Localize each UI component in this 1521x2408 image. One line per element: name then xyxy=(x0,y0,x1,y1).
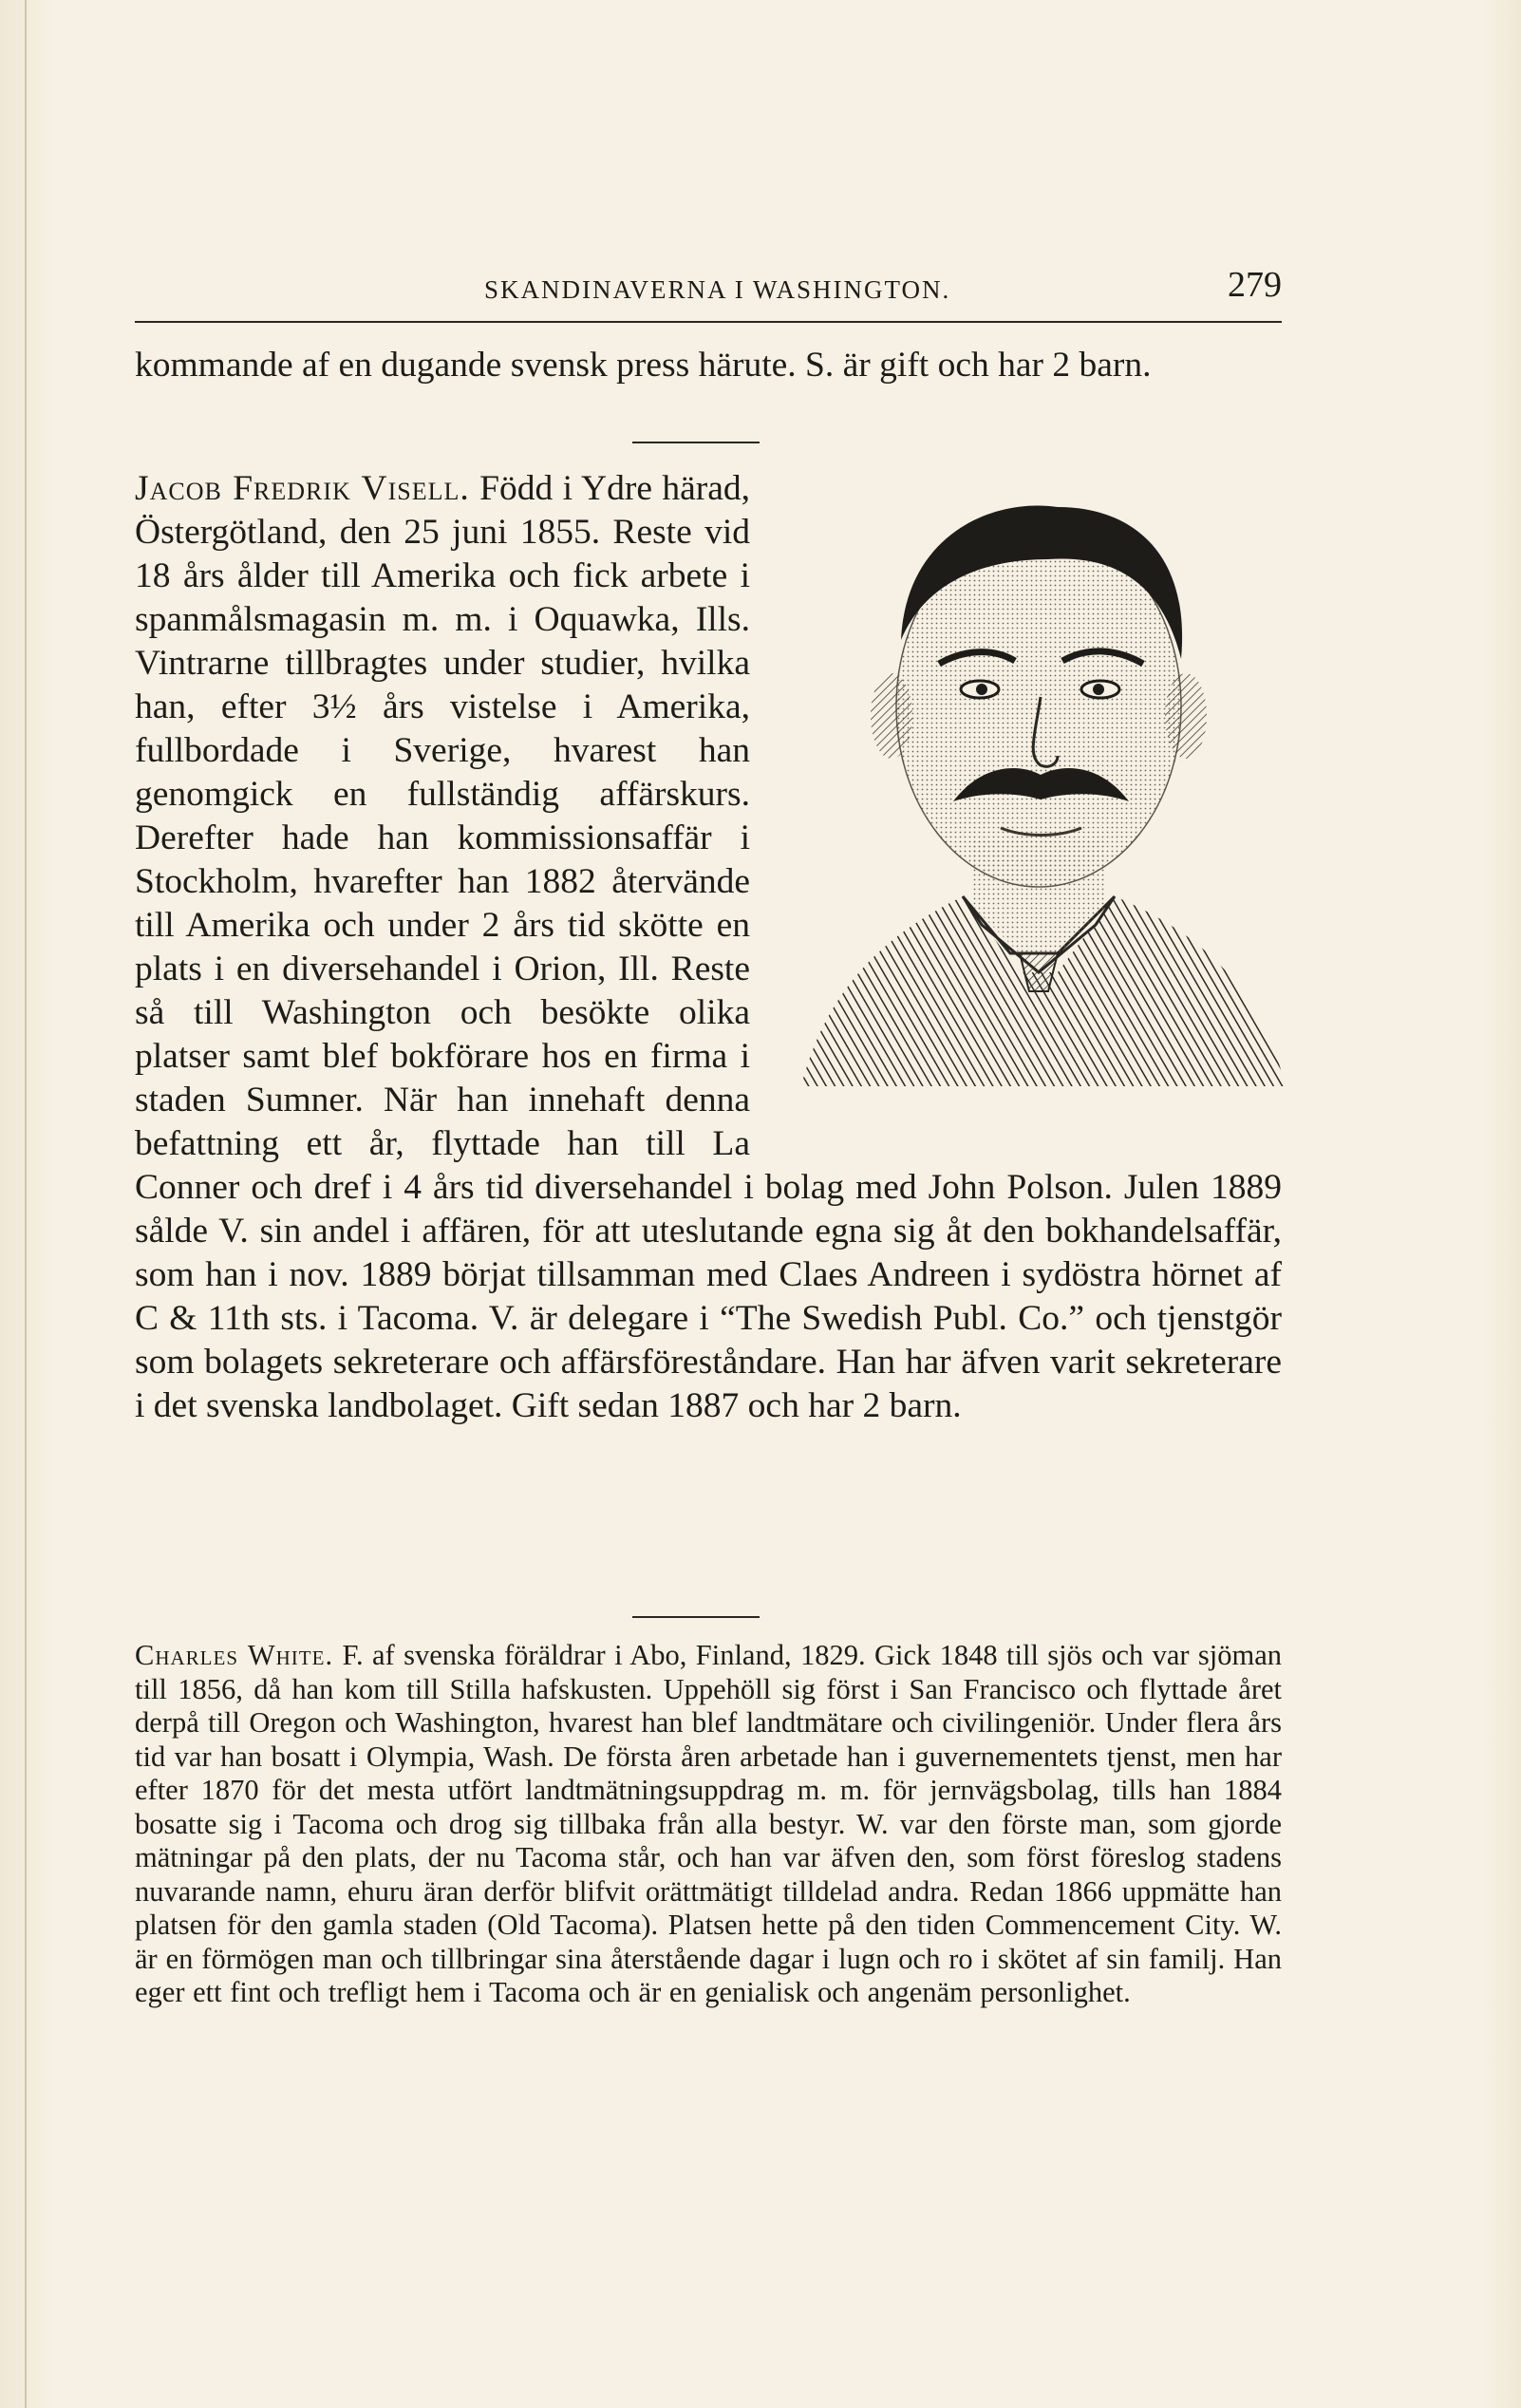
portrait-engraving-icon xyxy=(773,479,1301,1132)
running-title: SKANDINAVERNA I WASHINGTON. xyxy=(484,275,951,304)
paragraph-continuation xyxy=(135,344,1282,387)
page-gutter xyxy=(25,0,27,2408)
page-number: 279 xyxy=(1228,265,1282,305)
entry-visell xyxy=(135,467,1282,1428)
section-divider xyxy=(632,442,760,443)
entry-name: Jacob Fredrik Visell. xyxy=(135,469,470,508)
entry-text xyxy=(135,1639,1282,2010)
header-rule xyxy=(135,321,1282,323)
portrait-figure xyxy=(773,479,1301,1132)
section-divider xyxy=(632,1616,760,1618)
entry-white xyxy=(135,1639,1282,2010)
entry-name: Charles White. xyxy=(135,1639,334,1671)
paragraph-text: kommande af en dugande svensk press härute. S. är gift och har 2 barn. xyxy=(135,346,1152,385)
entry-body: F. af svenska föräldrar i Abo, Finland, 1829. Gick 1848 till sjös och var sjöman till 1856, då han kom till Stilla hafskusten. Uppehöll sig först i San Francisco och flyttade året derpå till Oregon och Washington, hvarest han blef landtmätare och civilingeniör. Under flera års tid var han bosatt i Olympia, Wash. De första åren arbetade han i guvernementets tjenst, men har efter 1870 för det mesta utfört landtmätningsuppdrag m. m. för jernvägsbolag, tills han 1884 bosatte sig i Tacoma och drog sig tillbaka från alla bestyr. W. var den förste man, som gjorde mätningar på den plats, der nu Tacoma står, och han var äfven den, som först föreslog stadens nuvarande namn, ehuru äran derför blifvit orättmätigt tilldelad andra. Redan 1866 uppmätte han platsen för den gamla staden (Old Tacoma). Platsen hette på den tiden Commencement City. W. är en förmögen man och tillbringar sina återstående dagar i lugn och ro i skötet af sin familj. Han eger ett fint och trefligt hem i Tacoma och är en genialisk och angenäm personlighet. xyxy=(135,1639,1283,2008)
page-header xyxy=(133,264,1282,311)
entry-body: Född i Ydre härad, Östergötland, den 25 juni 1855. Reste vid 18 års ålder till Amerika och fick arbete i spanmålsmagasin m. m. i Oquawka, Ills. Vintrarne tillbragtes under studier, hvilka han, efter 3½ års vistelse i Amerika, fullbordade i Sverige, hvarest han genomgick en fullständig affärskurs. Derefter hade han kommissionsaffär i Stockholm, hvarefter han 1882 återvände till Amerika och under 2 års tid skötte en plats i en diversehandel i Orion, Ill. Reste så till Washington och besökte olika platser samt blef bokförare hos en firma i staden Sumner. När han innehaft denna befattning ett år, flyttade han till La Conner och dref i 4 års tid diversehandel i bolag med John Polson. Julen 1889 sålde V. sin andel i affären, för att uteslutande egna sig åt den bokhandelsaffär, som han i nov. 1889 börjat tillsamman med Claes Andreen i sydöstra hörnet af C & 11th sts. i Tacoma. V. är delegare i “The Swedish Publ. Co.” och tjenstgör som bolagets sekreterare och affärsföreståndare. Han har äfven varit sekreterare i det svenska landbolaget. Gift sedan 1887 och har 2 barn. xyxy=(135,469,1282,1425)
